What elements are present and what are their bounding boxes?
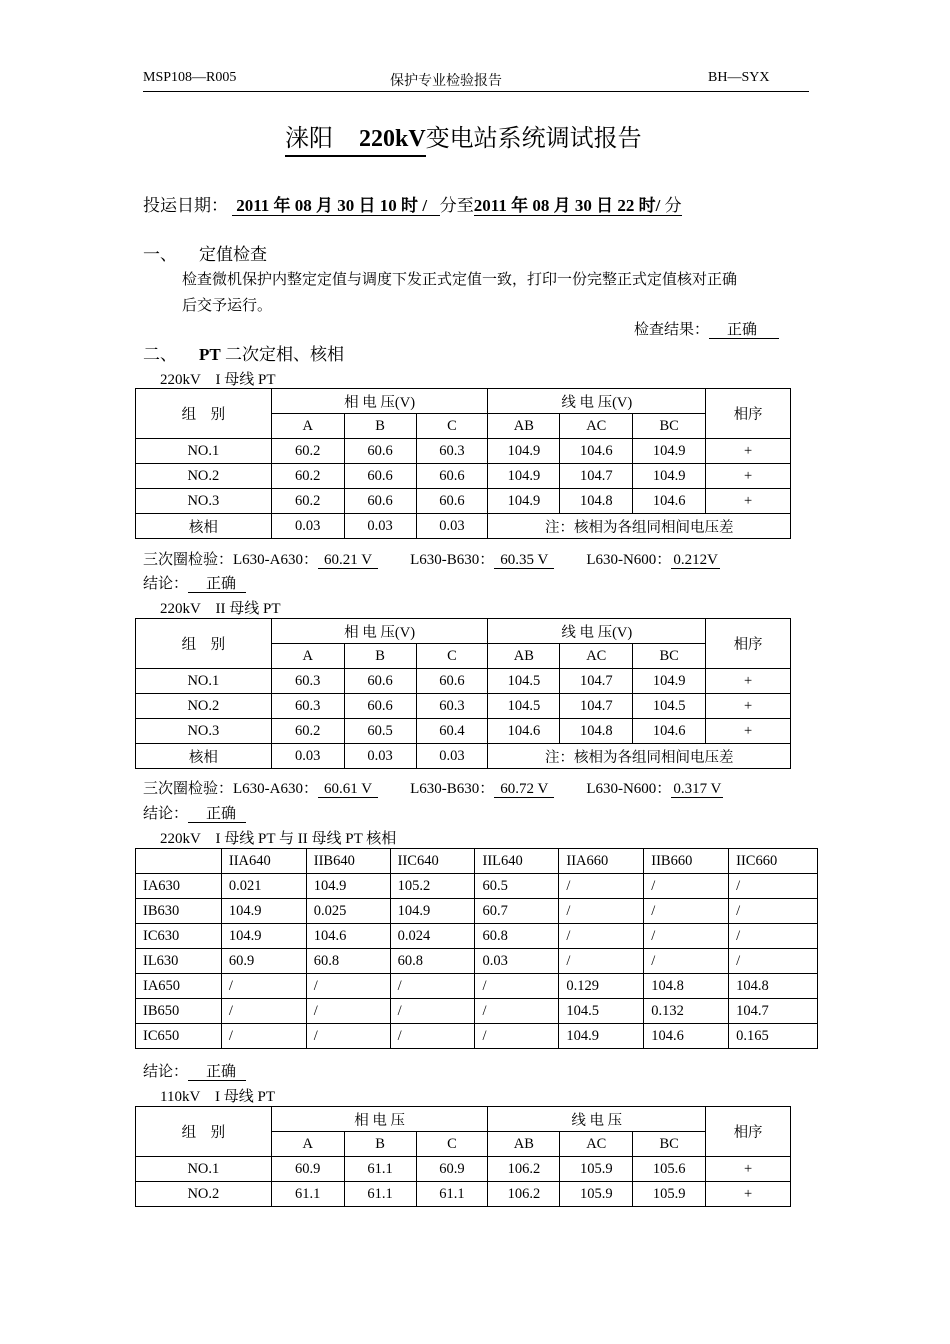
bus1-conclusion: 结论： 正确 bbox=[143, 572, 246, 593]
section1-title: 定值检查 bbox=[199, 245, 267, 264]
table-row: IA630 0.021 104.9 105.2 60.5 / / / bbox=[136, 874, 818, 899]
cross-table bbox=[135, 848, 818, 1049]
col-ac: AC bbox=[560, 414, 633, 439]
section1-body-1: 检查微机保护内整定定值与调度下发正式定值一致，打印一份完整正式定值核对正确 bbox=[182, 272, 738, 288]
section1-heading bbox=[143, 240, 267, 265]
section2-title: 二次定相、核相 bbox=[224, 345, 344, 364]
section1-num: 一、 bbox=[143, 245, 177, 264]
bus110-table: 组 别 相 电 压 线 电 压 相序 A B C AB AC BC NO.1 60.9 61.1 60.9 106.2 105.9 105.6 + NO.2 61.1 61.1 61.1 106.2 105.9 105.9 + bbox=[135, 1106, 791, 1207]
table-row: IB650 / / / / 104.5 0.132 104.7 bbox=[136, 999, 818, 1024]
result-label: 检查结果： bbox=[634, 322, 710, 338]
col-ab: AB bbox=[488, 414, 560, 439]
section1-body-2: 后交予运行。 bbox=[182, 298, 273, 314]
bus1-tertiary: 三次圈检验：L630-A630： 60.21 V L630-B630： 60.35 V L630-N600： 0.212V bbox=[143, 552, 718, 568]
section2-num: 二、 bbox=[143, 345, 177, 364]
col-b: B bbox=[344, 414, 416, 439]
table-row: IC630 104.9 104.6 0.024 60.8 / / / bbox=[136, 924, 818, 949]
bus2-label: 220kV II 母线 PT bbox=[160, 601, 281, 617]
table-row: NO.2 60.2 60.6 60.6 104.9 104.7 104.9 + bbox=[136, 464, 791, 489]
table-row: IB630 104.9 0.025 104.9 60.7 / / / bbox=[136, 899, 818, 924]
commission-min-to: 分至 bbox=[439, 196, 474, 215]
col-a: A bbox=[271, 414, 344, 439]
header-code: BH—SYX bbox=[708, 70, 770, 85]
bus2-table: 组 别 相 电 压(V) 线 电 压(V) 相序 A B C AB AC BC NO.1 60.3 60.6 60.6 104.5 104.7 104.9 + NO.2 60.3 60.6 60.3 104.5 104.7 104.5 + NO.3 60.2 60.5 60.4 104.6 104.8 104.6 + 核相 0.03 0.03 0.03 注：核相为各组同相间电压差 bbox=[135, 618, 791, 769]
phase-voltage-header: 相 电 压(V) bbox=[271, 389, 488, 414]
bus110-label: 110kV I 母线 PT bbox=[160, 1089, 276, 1105]
cross-label: 220kV I 母线 PT 与 II 母线 PT 核相 bbox=[160, 831, 397, 847]
table-row: IA650 / / / / 0.129 104.8 104.8 bbox=[136, 974, 818, 999]
table-row: IL630 60.9 60.8 60.8 0.03 / / / bbox=[136, 949, 818, 974]
group-header: 组 别 bbox=[136, 389, 272, 439]
header-rule bbox=[143, 91, 809, 92]
header-title: 保护专业检验报告 bbox=[390, 74, 502, 89]
line-voltage-header: 线 电 压(V) bbox=[488, 389, 706, 414]
commission-start-sep: / bbox=[422, 196, 428, 215]
table-row: NO.1 60.9 61.1 60.9 106.2 105.9 105.6 + bbox=[136, 1157, 791, 1182]
col-bc: BC bbox=[633, 414, 706, 439]
result-value: 正确 bbox=[709, 322, 779, 339]
section2-pt: PT bbox=[199, 345, 221, 364]
check-row: 核相 0.03 0.03 0.03 注：核相为各组同相间电压差 bbox=[136, 514, 791, 539]
commission-label: 投运日期： bbox=[143, 196, 228, 215]
commission-end: 2011 年 08 月 30 日 22 时/ bbox=[473, 196, 661, 215]
cross-conclusion: 结论： 正确 bbox=[143, 1060, 246, 1081]
title-place: 涞阳 bbox=[285, 126, 333, 152]
title-rest: 变电站系统调试报告 bbox=[425, 126, 642, 152]
table-row: NO.1 60.3 60.6 60.6 104.5 104.7 104.9 + bbox=[136, 669, 791, 694]
table-row: NO.1 60.2 60.6 60.3 104.9 104.6 104.9 + bbox=[136, 439, 791, 464]
sequence-header: 相序 bbox=[706, 389, 791, 439]
note: 注：核相为各组同相间电压差 bbox=[488, 514, 791, 539]
bus1-label: 220kV I 母线 PT bbox=[160, 372, 276, 388]
col-c: C bbox=[416, 414, 488, 439]
table-row: NO.2 61.1 61.1 61.1 106.2 105.9 105.9 + bbox=[136, 1182, 791, 1207]
bus1-table bbox=[135, 388, 791, 539]
commission-date bbox=[143, 191, 682, 216]
bus2-tertiary: 三次圈检验：L630-A630： 60.61 V L630-B630： 60.72 V L630-N600： 0.317 V bbox=[143, 781, 722, 797]
page-title bbox=[285, 118, 642, 157]
title-voltage: 220kV bbox=[359, 126, 426, 152]
table-row: IC650 / / / / 104.9 104.6 0.165 bbox=[136, 1024, 818, 1049]
section1-result bbox=[634, 318, 779, 339]
table-row: NO.2 60.3 60.6 60.3 104.5 104.7 104.5 + bbox=[136, 694, 791, 719]
commission-start: 2011 年 08 月 30 日 10 时 bbox=[236, 196, 419, 215]
check-row: 核相 0.03 0.03 0.03 注：核相为各组同相间电压差 bbox=[136, 744, 791, 769]
bus2-conclusion: 结论： 正确 bbox=[143, 802, 246, 823]
cross-header-row: IIA640 IIB640 IIC640 IIL640 IIA660 IIB660 IIC660 bbox=[136, 849, 818, 874]
commission-end-min: 分 bbox=[664, 196, 682, 215]
table-row: NO.3 60.2 60.5 60.4 104.6 104.8 104.6 + bbox=[136, 719, 791, 744]
section2-heading bbox=[143, 340, 344, 365]
doc-code: MSP108—R005 bbox=[143, 70, 237, 85]
table-row: NO.3 60.2 60.6 60.6 104.9 104.8 104.6 + bbox=[136, 489, 791, 514]
